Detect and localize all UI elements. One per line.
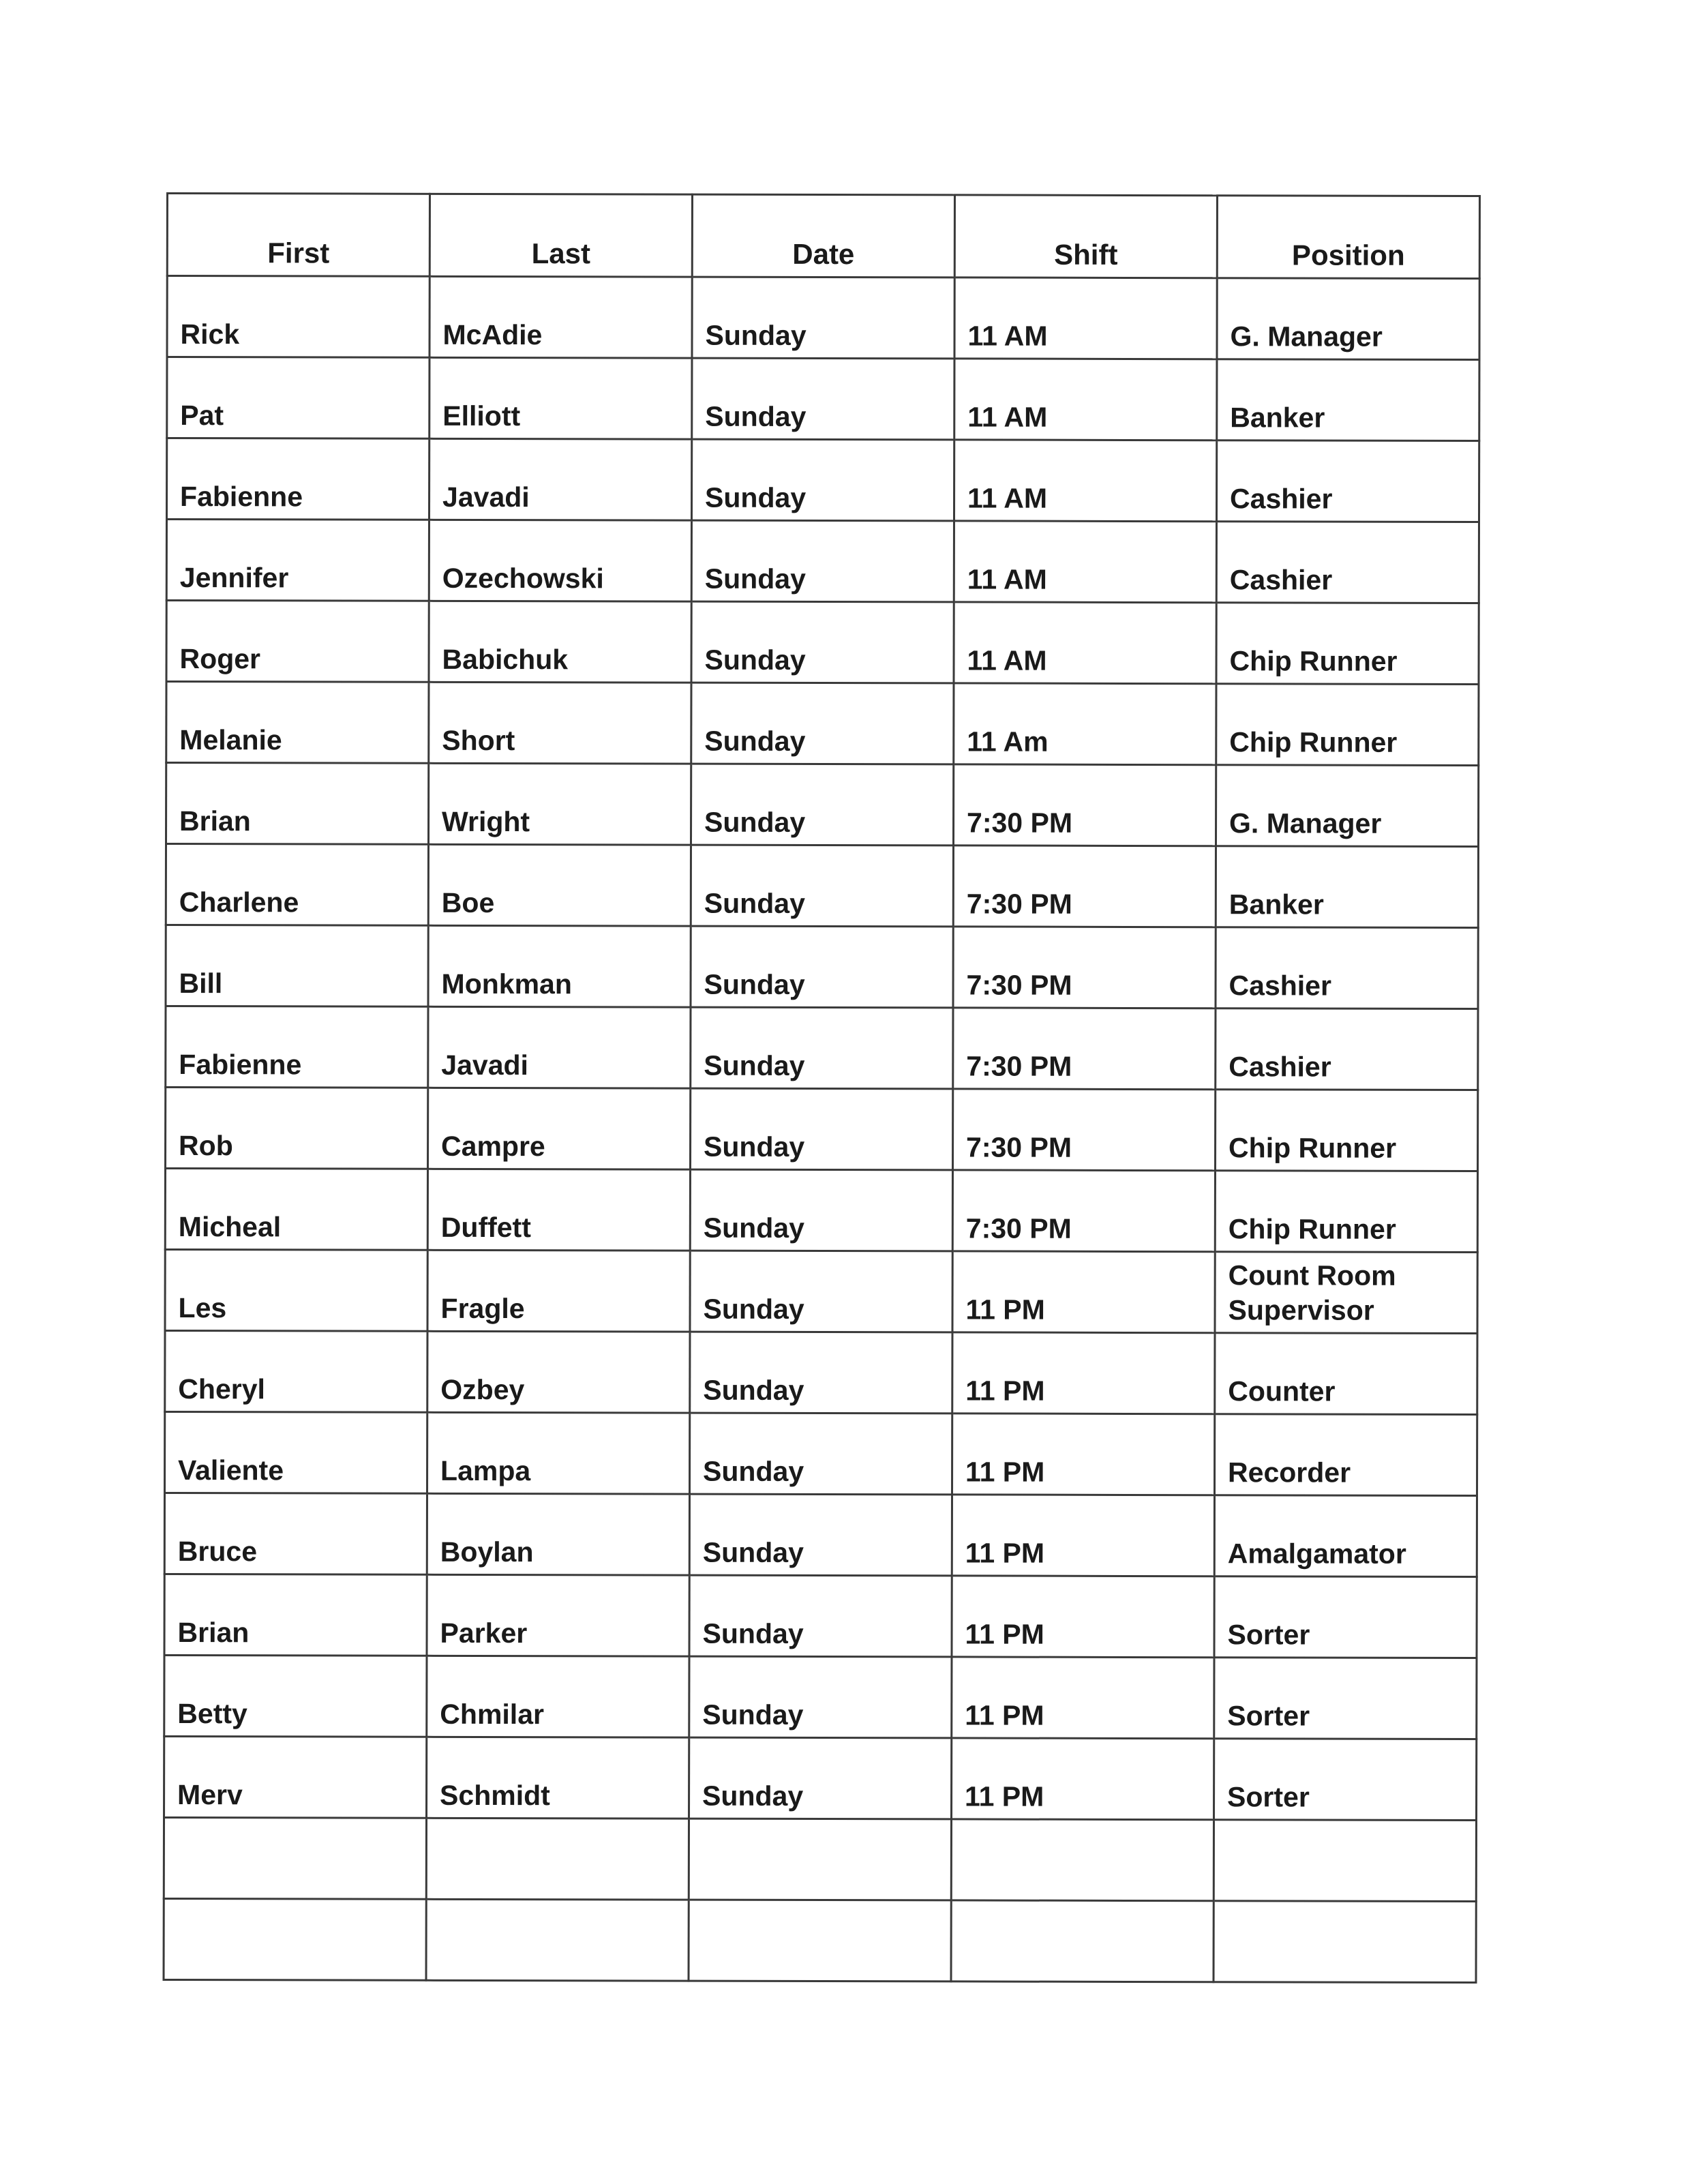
table-row xyxy=(164,1574,1477,1658)
first-name-cell: Bill xyxy=(166,925,428,1007)
position-cell: Cashier xyxy=(1216,440,1479,522)
table-row xyxy=(166,601,1479,685)
date-cell: Sunday xyxy=(691,845,953,927)
position-cell: Counter xyxy=(1215,1333,1477,1415)
last-name-cell: Lampa xyxy=(427,1412,690,1494)
shift-cell: 11 PM xyxy=(952,1332,1215,1414)
shift-cell: 11 Am xyxy=(954,683,1216,765)
date-cell xyxy=(689,1819,951,1900)
first-name-cell: Roger xyxy=(166,601,429,683)
first-name-cell: Bruce xyxy=(164,1493,427,1574)
position-cell: Cashier xyxy=(1216,927,1478,1009)
date-cell: Sunday xyxy=(690,1169,952,1251)
date-cell: Sunday xyxy=(690,1251,952,1332)
first-name-cell: Betty xyxy=(164,1655,427,1737)
last-name-cell: Schmidt xyxy=(427,1737,689,1819)
date-cell: Sunday xyxy=(691,1007,953,1089)
shift-cell: 11 PM xyxy=(952,1413,1215,1495)
table-row xyxy=(166,438,1479,522)
shift-cell: 11 AM xyxy=(954,602,1216,684)
position-cell: Recorder xyxy=(1215,1414,1477,1496)
table-row xyxy=(164,1493,1477,1576)
position-cell: Sorter xyxy=(1214,1576,1477,1658)
date-cell: Sunday xyxy=(691,926,953,1008)
table-row xyxy=(164,1736,1477,1820)
table-row xyxy=(165,1249,1477,1333)
first-name-cell: Cheryl xyxy=(165,1330,427,1412)
table-row xyxy=(165,1330,1477,1414)
last-name-cell xyxy=(426,1899,689,1981)
shift-cell: 11 PM xyxy=(952,1251,1215,1333)
position-cell xyxy=(1214,1901,1476,1983)
date-cell: Sunday xyxy=(689,1575,952,1657)
position-cell: Chip Runner xyxy=(1216,603,1479,685)
first-name-cell: Charlene xyxy=(166,844,428,926)
table-row xyxy=(165,1169,1477,1253)
position-cell: G. Manager xyxy=(1217,278,1479,360)
header-shift: Shift xyxy=(954,195,1217,278)
date-cell: Sunday xyxy=(691,1088,953,1170)
last-name-cell xyxy=(426,1818,689,1900)
table-row xyxy=(166,682,1479,766)
shift-cell: 7:30 PM xyxy=(953,764,1216,846)
first-name-cell: Pat xyxy=(167,357,429,439)
date-cell: Sunday xyxy=(691,439,954,521)
shift-cell: 11 AM xyxy=(954,440,1216,522)
first-name-cell: Valiente xyxy=(165,1411,427,1493)
first-name-cell: Fabienne xyxy=(166,1006,428,1088)
last-name-cell: Parker xyxy=(427,1574,689,1656)
last-name-cell: Duffett xyxy=(427,1169,690,1251)
table-row xyxy=(165,1411,1477,1495)
first-name-cell: Brian xyxy=(166,763,428,845)
table-row xyxy=(164,1817,1476,1901)
last-name-cell: McAdie xyxy=(429,276,692,358)
first-name-cell: Fabienne xyxy=(166,438,429,520)
position-cell: Banker xyxy=(1216,846,1478,928)
last-name-cell: Fragle xyxy=(427,1250,690,1332)
date-cell: Sunday xyxy=(691,683,954,764)
date-cell: Sunday xyxy=(692,277,954,359)
position-cell: Chip Runner xyxy=(1216,684,1479,766)
position-cell: Chip Runner xyxy=(1215,1090,1477,1171)
table-row xyxy=(164,1898,1476,1982)
last-name-cell: Wright xyxy=(428,763,691,845)
header-last: Last xyxy=(429,194,692,277)
date-cell: Sunday xyxy=(689,1737,952,1819)
shift-cell: 7:30 PM xyxy=(952,1089,1215,1171)
shift-schedule-table xyxy=(163,192,1481,1984)
shift-cell: 7:30 PM xyxy=(952,1170,1215,1252)
last-name-cell: Boylan xyxy=(427,1493,689,1575)
last-name-cell: Boe xyxy=(428,844,691,926)
last-name-cell: Javadi xyxy=(428,1006,691,1088)
shift-cell: 11 PM xyxy=(952,1576,1214,1658)
position-cell: Banker xyxy=(1217,359,1479,441)
table-row xyxy=(167,276,1479,360)
shift-cell xyxy=(951,1819,1214,1901)
header-position: Position xyxy=(1217,196,1479,279)
last-name-cell: Javadi xyxy=(429,438,691,520)
date-cell: Sunday xyxy=(689,1494,952,1576)
table-row xyxy=(166,763,1478,847)
first-name-cell: Rick xyxy=(167,276,429,358)
shift-cell: 11 PM xyxy=(952,1738,1214,1820)
shift-cell: 11 AM xyxy=(954,278,1217,359)
first-name-cell xyxy=(164,1898,426,1980)
shift-cell: 7:30 PM xyxy=(953,927,1216,1008)
first-name-cell: Rob xyxy=(166,1088,428,1169)
header-first: First xyxy=(167,194,429,277)
position-cell: Count Room Supervisor xyxy=(1215,1252,1477,1334)
last-name-cell: Ozbey xyxy=(427,1331,690,1413)
shift-cell: 7:30 PM xyxy=(953,1008,1216,1090)
position-cell: Cashier xyxy=(1216,1008,1478,1090)
table-row xyxy=(166,520,1479,603)
table-row xyxy=(166,925,1478,1009)
table-row xyxy=(166,844,1478,928)
table-row xyxy=(167,357,1479,441)
position-cell: Sorter xyxy=(1214,1739,1477,1821)
shift-cell: 11 PM xyxy=(952,1495,1214,1576)
shift-cell: 11 PM xyxy=(952,1657,1214,1739)
date-cell: Sunday xyxy=(692,358,954,440)
shift-cell: 11 AM xyxy=(954,521,1216,603)
table-row xyxy=(164,1655,1477,1739)
first-name-cell: Brian xyxy=(164,1574,427,1656)
table-row xyxy=(166,1088,1478,1171)
shift-cell: 11 AM xyxy=(954,359,1217,440)
last-name-cell: Ozechowski xyxy=(429,520,691,601)
first-name-cell: Jennifer xyxy=(166,520,429,601)
position-cell: Sorter xyxy=(1214,1658,1477,1739)
last-name-cell: Babichuk xyxy=(429,601,691,683)
date-cell: Sunday xyxy=(691,601,954,683)
table-row xyxy=(166,1006,1478,1090)
last-name-cell: Short xyxy=(429,682,691,764)
last-name-cell: Chmilar xyxy=(427,1656,689,1737)
first-name-cell: Les xyxy=(165,1249,427,1331)
last-name-cell: Campre xyxy=(428,1088,691,1169)
date-cell: Sunday xyxy=(691,520,954,602)
position-cell: G. Manager xyxy=(1216,765,1478,847)
last-name-cell: Elliott xyxy=(429,357,692,439)
position-cell: Cashier xyxy=(1216,522,1479,603)
header-date: Date xyxy=(692,194,954,278)
date-cell xyxy=(689,1900,951,1981)
last-name-cell: Monkman xyxy=(428,925,691,1007)
first-name-cell: Micheal xyxy=(165,1169,427,1251)
date-cell: Sunday xyxy=(689,1656,952,1738)
position-cell xyxy=(1214,1820,1476,1902)
date-cell: Sunday xyxy=(691,764,953,846)
shift-cell: 7:30 PM xyxy=(953,846,1216,927)
first-name-cell: Melanie xyxy=(166,682,429,764)
first-name-cell: Merv xyxy=(164,1736,427,1818)
position-cell: Amalgamator xyxy=(1214,1495,1477,1577)
date-cell: Sunday xyxy=(690,1413,952,1495)
date-cell: Sunday xyxy=(690,1332,952,1413)
first-name-cell xyxy=(164,1817,426,1899)
shift-cell xyxy=(951,1900,1214,1982)
position-cell: Chip Runner xyxy=(1215,1171,1477,1253)
table-header-row xyxy=(167,194,1479,279)
